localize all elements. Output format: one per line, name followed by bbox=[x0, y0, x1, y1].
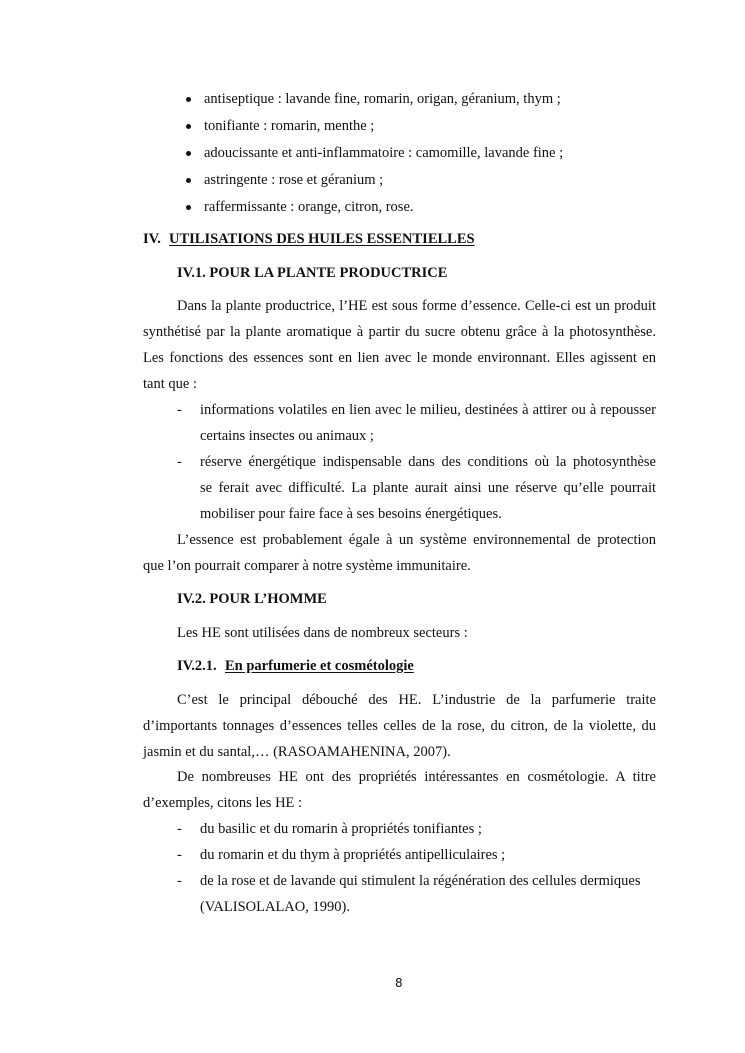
page-number: 8 bbox=[395, 976, 403, 990]
dash-marker: - bbox=[177, 847, 182, 863]
paragraph-line: L’essence est probablement égale à un système environnemental de protection bbox=[177, 532, 656, 548]
bullet-dot-icon bbox=[186, 151, 191, 156]
paragraph-iv2-intro: Les HE sont utilisées dans de nombreux secteurs : bbox=[177, 625, 468, 641]
dash-item-line: (VALISOLALAO, 1990). bbox=[200, 899, 350, 915]
paragraph-line: De nombreuses HE ont des propriétés intéressantes en cosmétologie. A titre bbox=[177, 769, 656, 785]
subsection-heading-iv1: IV.1. POUR LA PLANTE PRODUCTRICE bbox=[177, 265, 448, 281]
paragraph-line: d’exemples, citons les HE : bbox=[143, 795, 303, 811]
paragraph-line: synthétisé par la plante aromatique à partir du sucre obtenu grâce à la photosynthèse. bbox=[143, 324, 656, 340]
bullet-dot-icon bbox=[186, 97, 191, 102]
dash-item-line: réserve énergétique indispensable dans des conditions où la photosynthèse bbox=[200, 454, 656, 470]
subsection-number: IV.2.1. bbox=[177, 658, 217, 674]
dash-item-line: informations volatiles en lien avec le milieu, destinées à attirer ou à repousser bbox=[200, 402, 656, 418]
section-number: IV. bbox=[143, 231, 161, 247]
bullet-dot-icon bbox=[186, 178, 191, 183]
bullet-dot-icon bbox=[186, 124, 191, 129]
dash-item-line: se ferait avec difficulté. La plante aurait ainsi une réserve qu’elle pourrait bbox=[200, 480, 656, 496]
bullet-text: raffermissante : orange, citron, rose. bbox=[204, 199, 414, 215]
dash-marker: - bbox=[177, 821, 182, 837]
paragraph-line: jasmin et du santal,… (RASOAMAHENINA, 2007). bbox=[143, 744, 451, 760]
section-title: UTILISATIONS DES HUILES ESSENTIELLES bbox=[169, 231, 475, 247]
dash-item-line: mobiliser pour faire face à ses besoins énergétiques. bbox=[200, 506, 502, 522]
bullet-text: astringente : rose et géranium ; bbox=[204, 172, 384, 188]
dash-item-line: de la rose et de lavande qui stimulent la régénération des cellules dermiques bbox=[200, 873, 641, 889]
paragraph-line: C’est le principal débouché des HE. L’industrie de la parfumerie traite bbox=[177, 692, 656, 708]
bullet-text: tonifiante : romarin, menthe ; bbox=[204, 118, 375, 134]
dash-item-line: du romarin et du thym à propriétés antipelliculaires ; bbox=[200, 847, 506, 863]
bullet-dot-icon bbox=[186, 205, 191, 210]
subsection-title: En parfumerie et cosmétologie bbox=[225, 658, 414, 674]
bullet-text: antiseptique : lavande fine, romarin, origan, géranium, thym ; bbox=[204, 91, 561, 107]
paragraph-line: d’importants tonnages d’essences telles celles de la rose, du citron, de la violette, du bbox=[143, 718, 656, 734]
paragraph-line: que l’on pourrait comparer à notre système immunitaire. bbox=[143, 558, 471, 574]
paragraph-line: Les fonctions des essences sont en lien avec le monde environnant. Elles agissent en bbox=[143, 350, 656, 366]
dash-item-line: certains insectes ou animaux ; bbox=[200, 428, 374, 444]
dash-marker: - bbox=[177, 873, 182, 889]
dash-item-line: du basilic et du romarin à propriétés tonifiantes ; bbox=[200, 821, 482, 837]
dash-marker: - bbox=[177, 454, 182, 470]
dash-marker: - bbox=[177, 402, 182, 418]
paragraph-line: Dans la plante productrice, l’HE est sous forme d’essence. Celle-ci est un produit bbox=[177, 298, 656, 314]
paragraph-line: tant que : bbox=[143, 376, 197, 392]
subsection-heading-iv2: IV.2. POUR L’HOMME bbox=[177, 591, 327, 607]
bullet-text: adoucissante et anti-inflammatoire : camomille, lavande fine ; bbox=[204, 145, 564, 161]
